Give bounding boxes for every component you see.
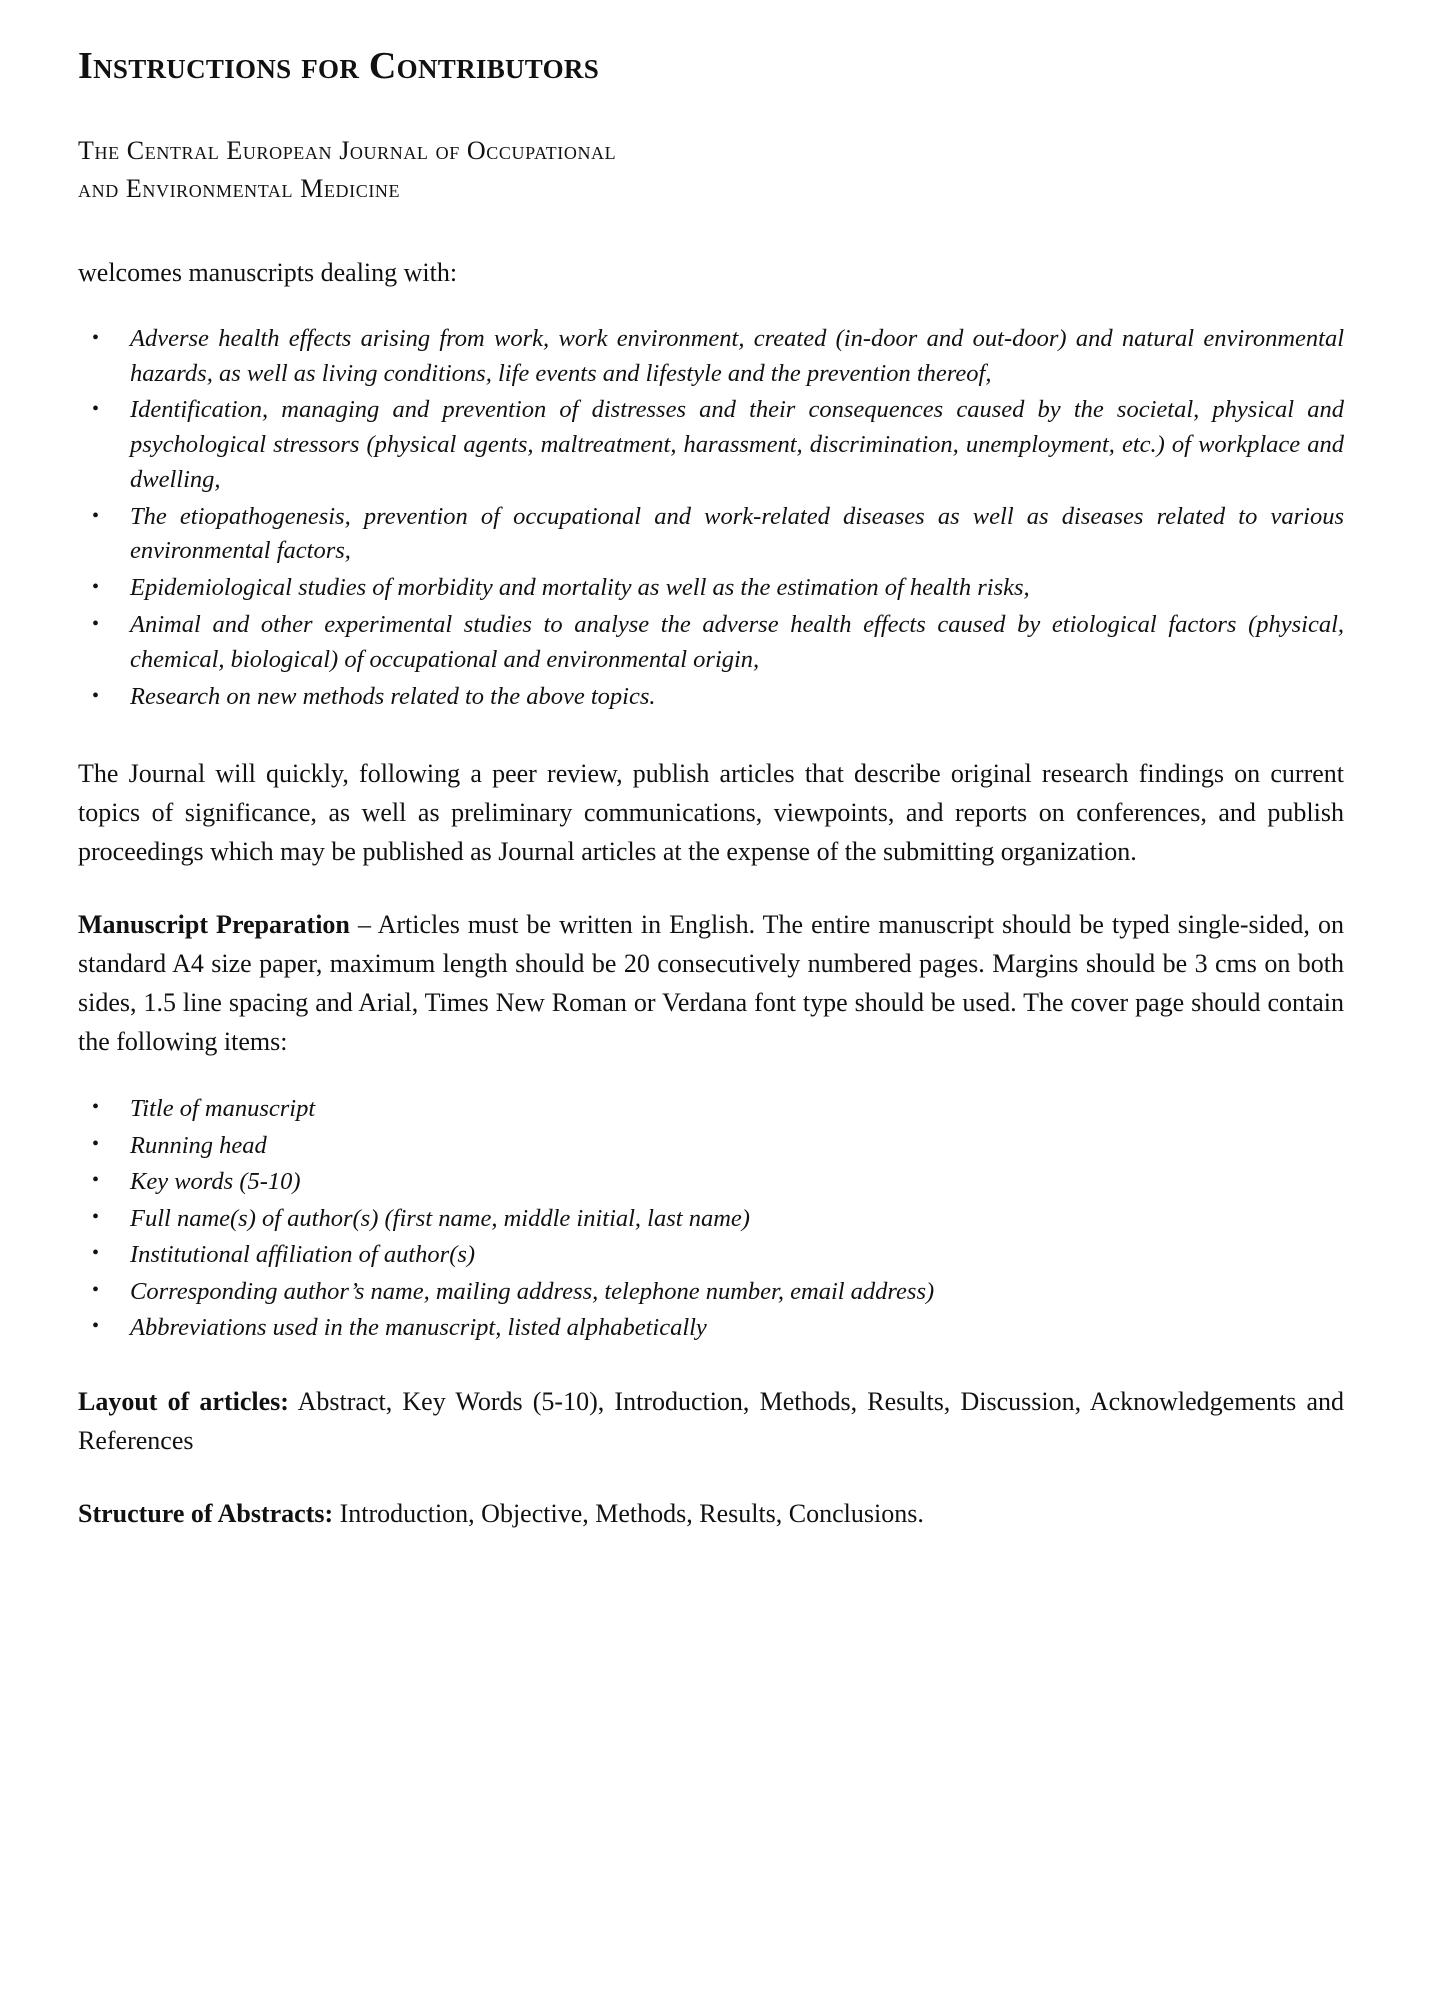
- manuscript-preparation-paragraph: [78, 905, 1344, 1061]
- layout-of-articles-label: Layout of articles:: [78, 1386, 289, 1416]
- structure-of-abstracts-paragraph: [78, 1494, 1344, 1533]
- lead-text: welcomes manuscripts dealing with:: [78, 258, 458, 288]
- list-item: • Animal and other experimental studies to analyse the adverse health effects caused by etiological factors (physical, chemical, biological) of occupational and environmental origin,: [78, 608, 1344, 678]
- layout-of-articles-text: Abstract, Key Words (5-10), Introduction, Methods, Results, Discussion, Acknowledgements and References: [78, 1386, 1344, 1455]
- list-item: • Title of manuscript: [78, 1091, 1344, 1127]
- list-item: • Key words (5-10): [78, 1164, 1344, 1200]
- page-title: Instructions for Contributors: [78, 45, 600, 87]
- list-item: • Epidemiological studies of morbidity and mortality as well as the estimation of health risks,: [78, 571, 1344, 606]
- structure-of-abstracts-label: Structure of Abstracts:: [78, 1498, 334, 1528]
- list-item: • Running head: [78, 1128, 1344, 1164]
- topics-list: [78, 322, 1344, 715]
- list-item: • Full name(s) of author(s) (first name, middle initial, last name): [78, 1201, 1344, 1237]
- manuscript-preparation-text: – Articles must be written in English. The entire manuscript should be typed single-sided, on standard A4 size paper, maximum length should be 20 consecutively numbered pages. Margins should be 3 cms on both sides, 1.5 line spacing and Arial, Times New Roman or Verdana font type should be used. The cover page should contain the following items:: [78, 910, 1344, 1057]
- layout-of-articles-paragraph: [78, 1382, 1344, 1460]
- list-item: • Research on new methods related to the above topics.: [78, 680, 1344, 715]
- list-item: • Corresponding author’s name, mailing address, telephone number, email address): [78, 1274, 1344, 1310]
- list-item: • The etiopathogenesis, prevention of occupational and work-related diseases as well as diseases related to various environmental factors,: [78, 500, 1344, 570]
- journal-paragraph: The Journal will quickly, following a peer review, publish articles that describe original research findings on current topics of significance, as well as preliminary communications, viewpoints, and reports on conferences, and publish proceedings which may be published as Journal articles at the expense of the submitting organization.: [78, 759, 1344, 867]
- manuscript-preparation-label: Manuscript Preparation: [78, 910, 350, 940]
- structure-of-abstracts-text: Introduction, Objective, Methods, Results, Conclusions.: [333, 1498, 924, 1528]
- list-item: • Institutional affiliation of author(s): [78, 1237, 1344, 1273]
- list-item: • Adverse health effects arising from work, work environment, created (in-door and out-door) and natural environmental hazards, as well as living conditions, life events and lifestyle and the prevention thereof,: [78, 322, 1344, 392]
- journal-name: [78, 132, 1344, 207]
- journal-name-line-2: and Environmental Medicine: [78, 173, 401, 203]
- journal-name-line-1: The Central European Journal of Occupational: [78, 136, 617, 165]
- list-item: • Identification, managing and prevention of distresses and their consequences caused by the societal, physical and psychological stressors (physical agents, maltreatment, harassment, discrimination, unemployment, etc.) of workplace and dwelling,: [78, 393, 1344, 497]
- cover-page-items-list: [78, 1091, 1344, 1346]
- list-item: • Abbreviations used in the manuscript, listed alphabetically: [78, 1310, 1344, 1346]
